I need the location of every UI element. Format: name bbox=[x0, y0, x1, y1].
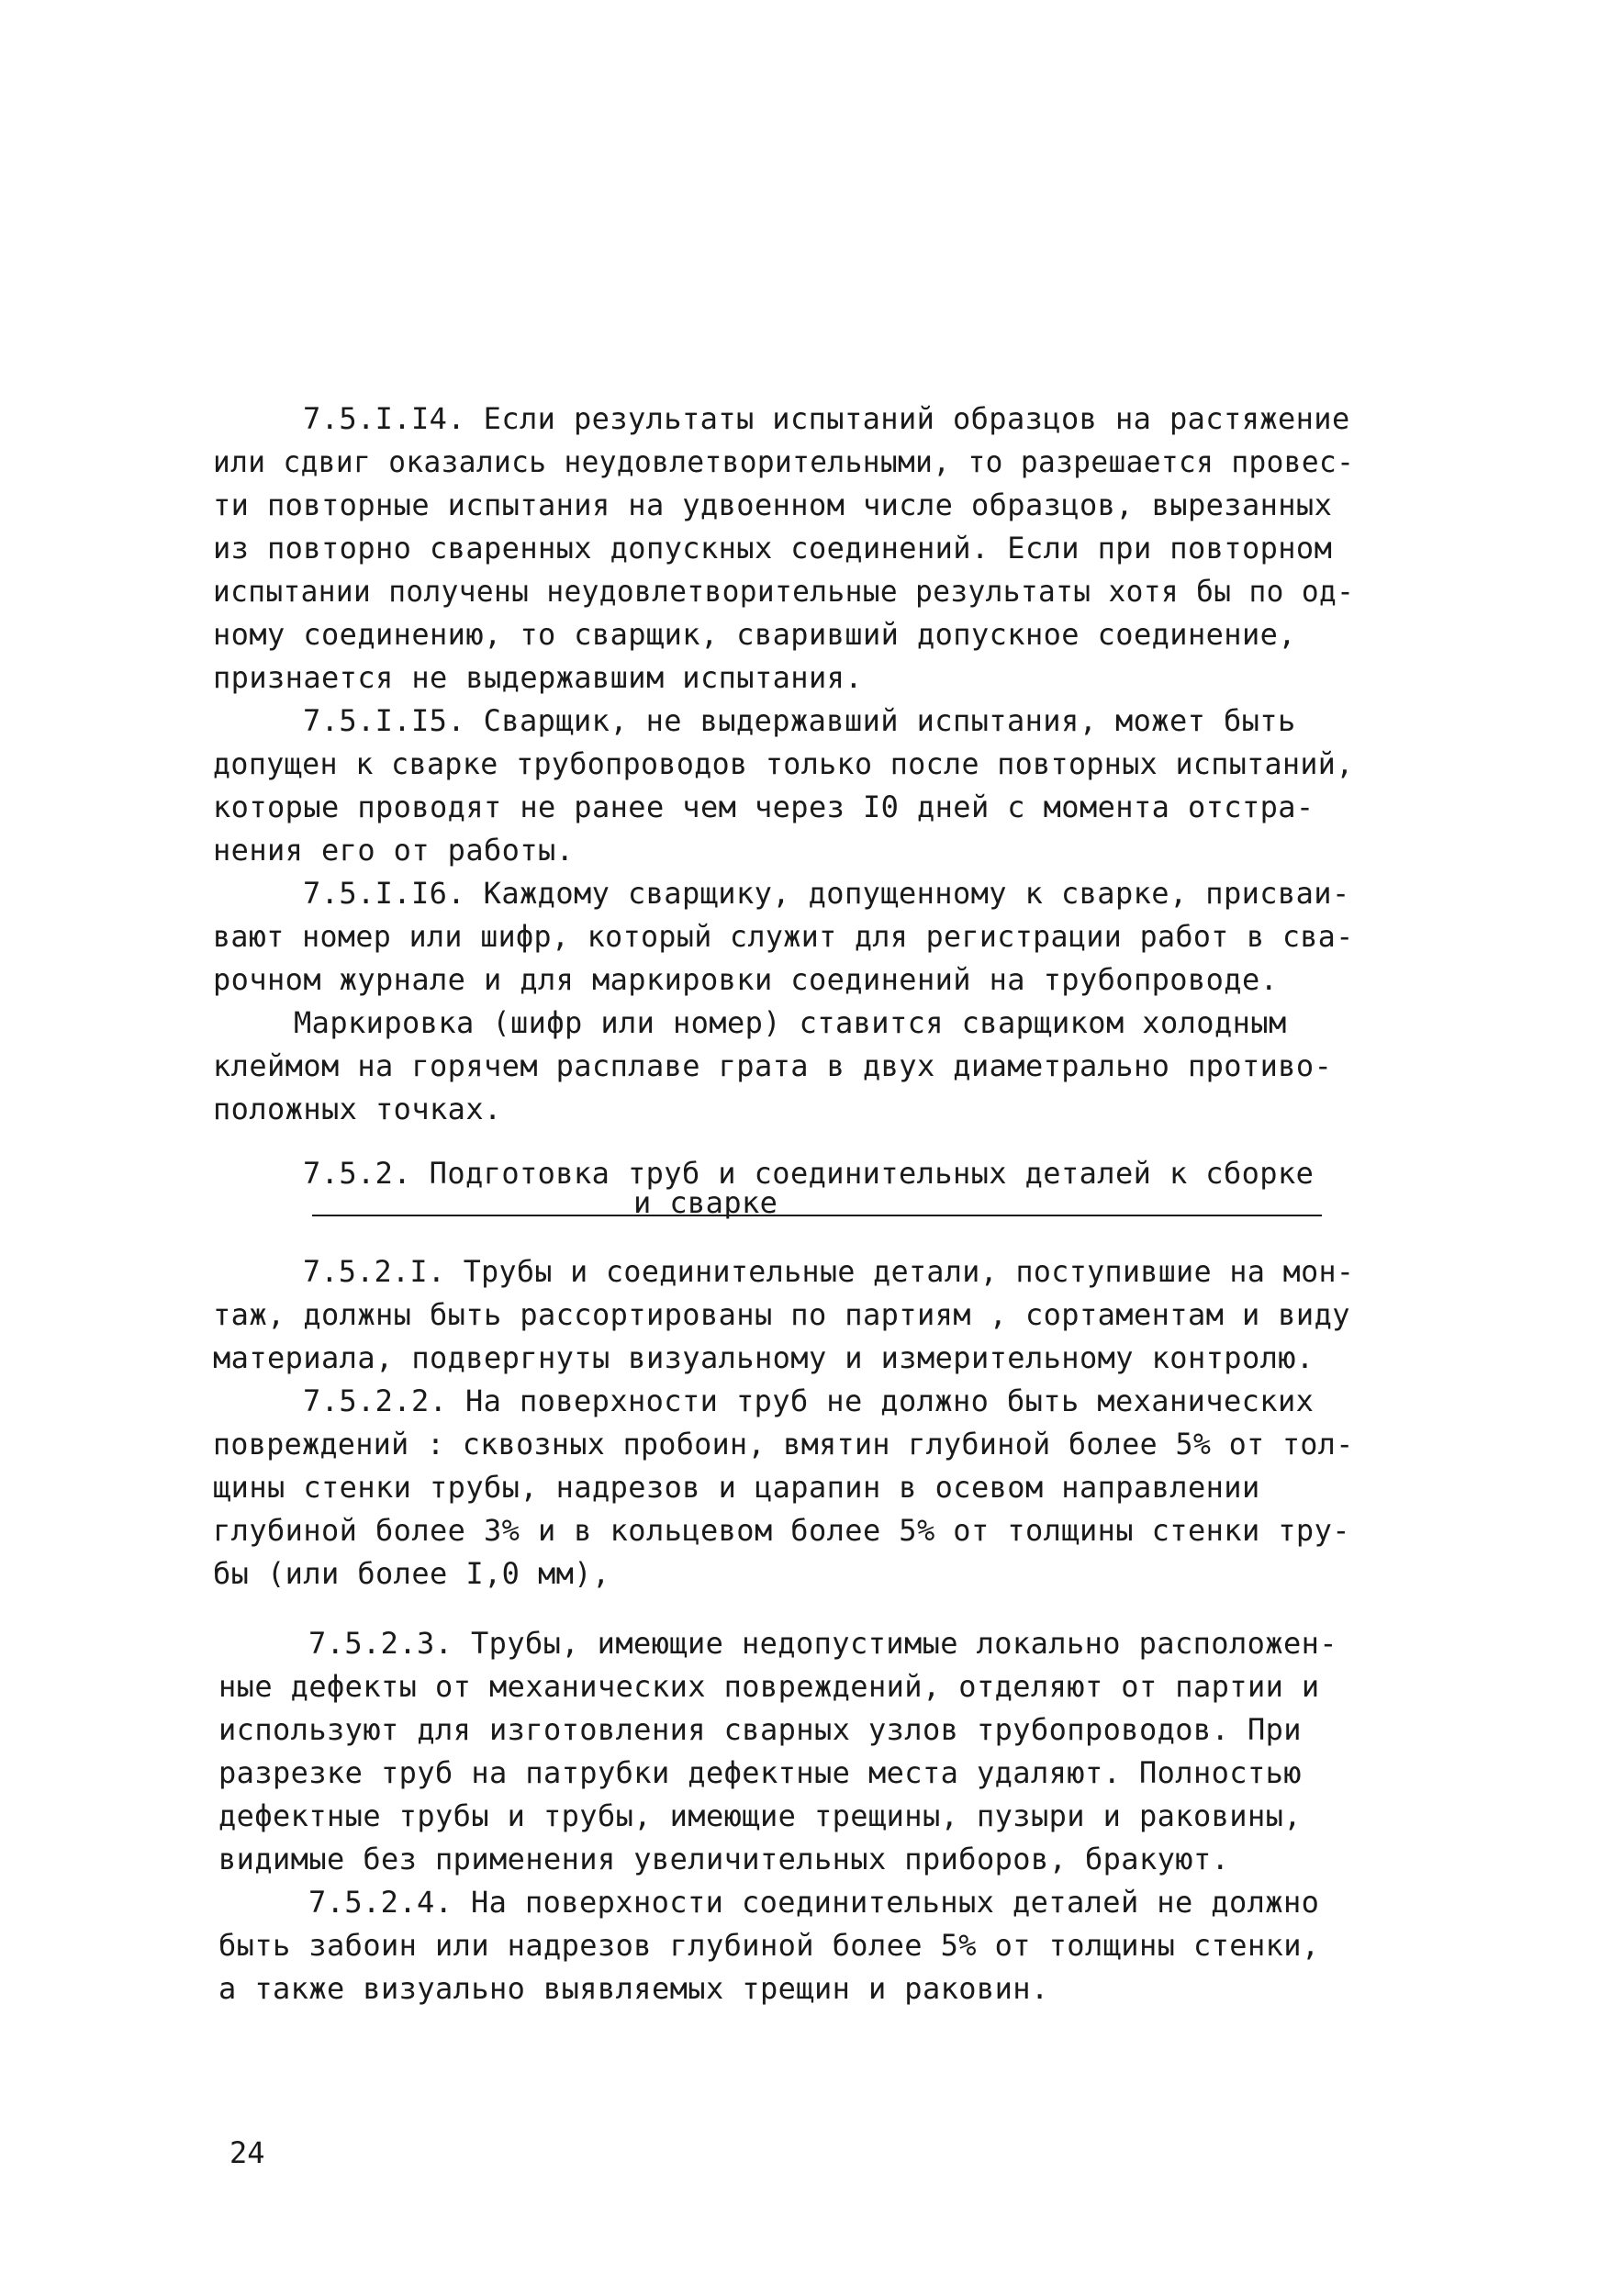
text-line: 7.5.2.2. На поверхности труб не должно быть механических bbox=[303, 1383, 1315, 1418]
text-line: 7.5.I.I4. Если результаты испытаний образцов на растяжение bbox=[303, 401, 1350, 436]
text-line: испытании получены неудовлетворительные результаты хотя бы по од- bbox=[213, 574, 1355, 609]
text-line: глубиной более 3% и в кольцевом более 5% от толщины стенки тру- bbox=[213, 1513, 1350, 1548]
text-line: признается не выдержавшим испытания. bbox=[213, 660, 863, 695]
text-line: положных точках. bbox=[213, 1092, 502, 1126]
text-line: которые проводят не ранее чем через I0 дней с момента отстра- bbox=[213, 790, 1315, 824]
text-line: дефектные трубы и трубы, имеющие трещины, пузыри и раковины, bbox=[218, 1798, 1302, 1833]
text-line: Маркировка (шифр или номер) ставится сварщиком холодным bbox=[294, 1005, 1287, 1040]
section-heading: 7.5.2. Подготовка труб и соединительных деталей к сборке bbox=[303, 1156, 1315, 1191]
text-line: быть забоин или надрезов глубиной более 5% от толщины стенки, bbox=[218, 1928, 1320, 1963]
text-line: повреждений : сквозных пробоин, вмятин глубиной более 5% от тол- bbox=[213, 1427, 1354, 1462]
text-line: или сдвиг оказались неудовлетворительными, то разрешается провес- bbox=[213, 444, 1355, 479]
text-line: разрезке труб на патрубки дефектные места удаляют. Полностью bbox=[218, 1755, 1302, 1790]
text-line: ному соединению, то сварщик, сваривший допускное соединение, bbox=[213, 617, 1296, 652]
text-line: видимые без применения увеличительных приборов, бракуют. bbox=[218, 1842, 1230, 1876]
text-line: таж, должны быть рассортированы по партиям , сортаментам и виду bbox=[213, 1297, 1350, 1332]
section-heading: и сварке bbox=[633, 1185, 778, 1220]
text-line: из повторно сваренных допускных соединений. Если при повторном bbox=[213, 531, 1333, 566]
page-number: 24 bbox=[229, 2135, 265, 2170]
text-line: 7.5.2.4. На поверхности соединительных деталей не должно bbox=[308, 1885, 1320, 1920]
text-line: 7.5.I.I5. Сварщик, не выдержавший испытания, может быть bbox=[303, 703, 1296, 738]
text-line: клеймом на горячем расплаве грата в двух диаметрально противо- bbox=[213, 1048, 1333, 1083]
text-line: материала, подвергнуты визуальному и измерительному контролю. bbox=[213, 1340, 1315, 1375]
text-line: ти повторные испытания на удвоенном числе образцов, вырезанных bbox=[213, 487, 1333, 522]
text-line: рочном журнале и для маркировки соединений на трубопроводе. bbox=[213, 962, 1279, 997]
text-line: 7.5.2.3. Трубы, имеющие недопустимые локально расположен- bbox=[308, 1626, 1337, 1661]
text-line: бы (или более I,0 мм), bbox=[213, 1556, 610, 1591]
text-line: щины стенки трубы, надрезов и царапин в осевом направлении bbox=[213, 1470, 1260, 1505]
text-line: вают номер или шифр, который служит для регистрации работ в сва- bbox=[213, 919, 1354, 954]
text-line: допущен к сварке трубопроводов только после повторных испытаний, bbox=[213, 746, 1354, 781]
text-line: 7.5.I.I6. Каждому сварщику, допущенному к сварке, присваи- bbox=[303, 876, 1350, 911]
text-line: ные дефекты от механических повреждений, отделяют от партии и bbox=[218, 1669, 1320, 1704]
heading-underline bbox=[312, 1215, 1322, 1216]
text-line: нения его от работы. bbox=[213, 833, 575, 868]
text-line: используют для изготовления сварных узлов трубопроводов. При bbox=[218, 1712, 1302, 1747]
text-line: 7.5.2.I. Трубы и соединительные детали, поступившие на мон- bbox=[303, 1254, 1355, 1289]
text-line: а также визуально выявляемых трещин и раковин. bbox=[218, 1971, 1049, 2006]
